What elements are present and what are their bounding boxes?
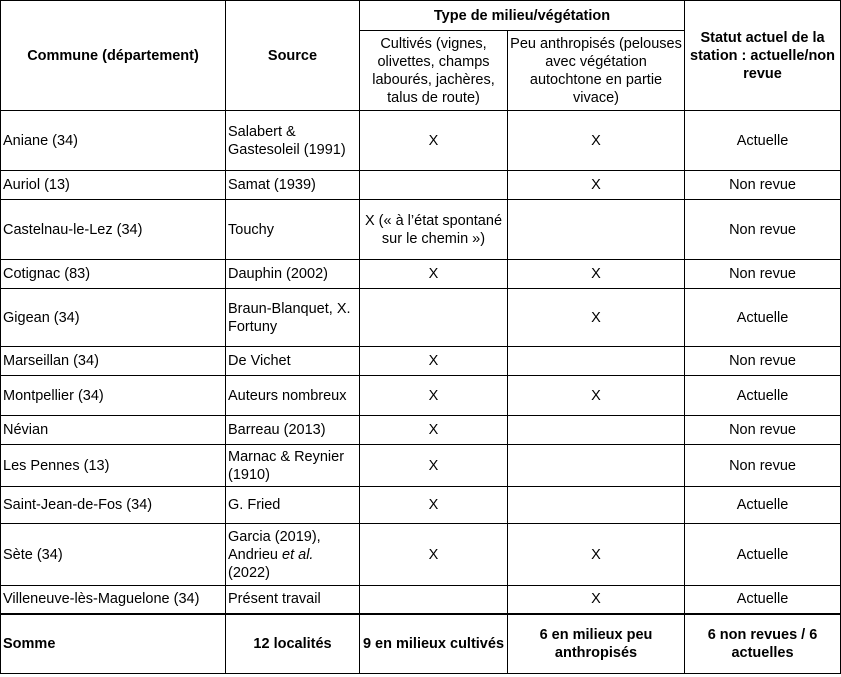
cell-cultives: X — [360, 347, 508, 376]
cell-commune: Gigean (34) — [1, 289, 226, 347]
cell-source — [226, 524, 360, 586]
table-row — [1, 416, 841, 445]
cell-peu-anthropises — [508, 445, 685, 487]
table-row — [1, 586, 841, 614]
cell-commune: Cotignac (83) — [1, 260, 226, 289]
cell-peu-anthropises: X — [508, 376, 685, 416]
header-commune: Commune (département) — [1, 1, 226, 111]
cell-source: G. Fried — [226, 487, 360, 524]
header-cultives: Cultivés (vignes, olivettes, champs labourés, jachères, talus de route) — [360, 31, 508, 111]
summary-statut: 6 non revues / 6 actuelles — [685, 614, 841, 674]
cell-commune: Aniane (34) — [1, 111, 226, 171]
cell-source: Marnac & Reynier (1910) — [226, 445, 360, 487]
summary-row — [1, 614, 841, 674]
cell-source: Auteurs nombreux — [226, 376, 360, 416]
cell-source: Braun-Blanquet, X. Fortuny — [226, 289, 360, 347]
cell-cultives: X — [360, 445, 508, 487]
cell-cultives: X — [360, 524, 508, 586]
header-peu-anthropises: Peu anthropisés (pelouses avec végétation autochtone en partie vivace) — [508, 31, 685, 111]
cell-peu-anthropises — [508, 487, 685, 524]
cell-source: Présent travail — [226, 586, 360, 614]
cell-cultives: X — [360, 376, 508, 416]
header-milieu: Type de milieu/végétation — [360, 1, 685, 31]
table-row — [1, 289, 841, 347]
cell-statut: Actuelle — [685, 289, 841, 347]
cell-peu-anthropises — [508, 347, 685, 376]
cell-peu-anthropises — [508, 416, 685, 445]
cell-peu-anthropises: X — [508, 260, 685, 289]
cell-cultives: X — [360, 111, 508, 171]
cell-commune: Névian — [1, 416, 226, 445]
cell-peu-anthropises — [508, 200, 685, 260]
table-row — [1, 200, 841, 260]
cell-statut: Non revue — [685, 445, 841, 487]
cell-peu-anthropises: X — [508, 111, 685, 171]
cell-cultives: X (« à l’état spontané sur le chemin ») — [360, 200, 508, 260]
cell-commune: Montpellier (34) — [1, 376, 226, 416]
cell-source: Touchy — [226, 200, 360, 260]
table-row — [1, 487, 841, 524]
table-row — [1, 171, 841, 200]
table-row — [1, 376, 841, 416]
cell-statut: Actuelle — [685, 524, 841, 586]
cell-source-year: (2022) — [228, 564, 270, 581]
cell-commune: Villeneuve-lès-Maguelone (34) — [1, 586, 226, 614]
cell-peu-anthropises: X — [508, 171, 685, 200]
cell-cultives: X — [360, 487, 508, 524]
cell-source-text: Garcia (2019), Andrieu — [228, 528, 321, 563]
cell-statut: Non revue — [685, 200, 841, 260]
cell-statut: Non revue — [685, 416, 841, 445]
cell-commune: Les Pennes (13) — [1, 445, 226, 487]
cell-source: Samat (1939) — [226, 171, 360, 200]
table-row — [1, 111, 841, 171]
cell-statut: Actuelle — [685, 111, 841, 171]
cell-statut: Actuelle — [685, 376, 841, 416]
cell-commune: Castelnau-le-Lez (34) — [1, 200, 226, 260]
cell-commune: Marseillan (34) — [1, 347, 226, 376]
cell-peu-anthropises: X — [508, 289, 685, 347]
cell-commune: Saint-Jean-de-Fos (34) — [1, 487, 226, 524]
cell-cultives — [360, 586, 508, 614]
summary-source: 12 localités — [226, 614, 360, 674]
summary-peu-anthropises: 6 en milieux peu anthropisés — [508, 614, 685, 674]
cell-cultives: X — [360, 416, 508, 445]
table-row — [1, 445, 841, 487]
cell-commune: Auriol (13) — [1, 171, 226, 200]
cell-source: Dauphin (2002) — [226, 260, 360, 289]
cell-statut: Non revue — [685, 171, 841, 200]
header-source: Source — [226, 1, 360, 111]
header-statut: Statut actuel de la station : actuelle/non revue — [685, 1, 841, 111]
table-row — [1, 347, 841, 376]
table-row — [1, 524, 841, 586]
cell-peu-anthropises: X — [508, 586, 685, 614]
cell-peu-anthropises: X — [508, 524, 685, 586]
cell-statut: Non revue — [685, 347, 841, 376]
summary-cultives: 9 en milieux cultivés — [360, 614, 508, 674]
cell-commune: Sète (34) — [1, 524, 226, 586]
cell-cultives — [360, 171, 508, 200]
cell-statut: Non revue — [685, 260, 841, 289]
cell-source: De Vichet — [226, 347, 360, 376]
cell-source: Salabert & Gastesoleil (1991) — [226, 111, 360, 171]
table-row — [1, 260, 841, 289]
cell-cultives: X — [360, 260, 508, 289]
summary-label: Somme — [1, 614, 226, 674]
cell-cultives — [360, 289, 508, 347]
cell-statut: Actuelle — [685, 487, 841, 524]
cell-statut: Actuelle — [685, 586, 841, 614]
cell-source-etal: et al. — [282, 546, 314, 563]
cell-source: Barreau (2013) — [226, 416, 360, 445]
